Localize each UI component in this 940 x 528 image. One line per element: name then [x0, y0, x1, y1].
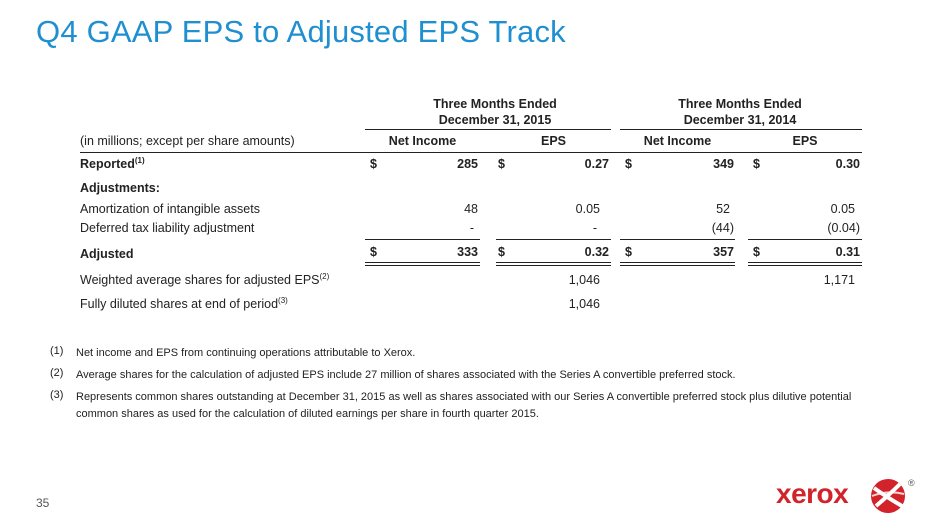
subtotal-rule [365, 239, 480, 240]
total-double-rule [748, 262, 862, 266]
currency-symbol: $ [753, 157, 760, 171]
deferred-tax-eps-2015: - [592, 221, 597, 235]
period-2014-underline [620, 129, 862, 130]
total-double-rule [620, 262, 735, 266]
currency-symbol: $ [625, 157, 632, 171]
col-header-eps-2014: EPS [792, 134, 818, 148]
reported-label: Reported$^{(1)}$ [80, 155, 145, 171]
col-header-eps-2015: EPS [540, 134, 566, 148]
logo-wordmark: xerox [776, 478, 849, 509]
deferred-tax-eps-2014: (0.04) [827, 221, 860, 235]
adjusted-ni-2015: 333 [457, 245, 478, 259]
period-2015-underline [365, 129, 611, 130]
period-2015-header-line2: December 31, 2015 [438, 113, 552, 127]
amortization-eps-2014: 0.05 [830, 202, 855, 216]
total-double-rule [496, 262, 611, 266]
units-label: (in millions; except per share amounts) [80, 134, 295, 148]
diluted-shares-2015: 1,046 [568, 297, 600, 311]
adjustments-label: Adjustments: [80, 181, 160, 195]
currency-symbol: $ [498, 157, 505, 171]
weighted-shares-2015: 1,046 [568, 273, 600, 287]
diluted-shares-label: Fully diluted shares at end of period$^{(3)}$ [80, 295, 288, 311]
weighted-shares-label: Weighted average shares for adjusted EPS$^{(2)}$ [80, 271, 330, 287]
adjusted-eps-2014: 0.31 [835, 245, 860, 259]
amortization-label: Amortization of intangible assets [80, 202, 260, 216]
period-2014-header-line1: Three Months Ended [678, 97, 802, 111]
page-number: 35 [36, 496, 50, 510]
currency-symbol: $ [625, 245, 632, 259]
col-header-net-income-2015: Net Income [388, 134, 457, 148]
deferred-tax-ni-2015: - [469, 221, 474, 235]
col-header-net-income-2014: Net Income [643, 134, 712, 148]
deferred-tax-ni-2014: (44) [711, 221, 734, 235]
footnote-2: (2) Average shares for the calculation of adjusted EPS include 27 million of shares associated with the Series A convertible preferred stock. [50, 367, 736, 381]
currency-symbol: $ [498, 245, 505, 259]
xerox-sphere-icon [868, 476, 908, 516]
weighted-shares-2014: 1,171 [823, 273, 855, 287]
header-rule [80, 152, 862, 153]
page-title: Q4 GAAP EPS to Adjusted EPS Track [36, 14, 566, 49]
amortization-ni-2014: 52 [716, 202, 730, 216]
registered-mark: ® [908, 478, 915, 488]
reported-eps-2014: 0.30 [835, 157, 860, 171]
amortization-ni-2015: 48 [464, 202, 478, 216]
reported-ni-2015: 285 [457, 157, 478, 171]
adjusted-label: Adjusted [80, 247, 134, 261]
adjusted-eps-2015: 0.32 [584, 245, 609, 259]
currency-symbol: $ [370, 245, 377, 259]
reported-eps-2015: 0.27 [584, 157, 609, 171]
footnote-1: (1) Net income and EPS from continuing operations attributable to Xerox. [50, 345, 416, 359]
currency-symbol: $ [370, 157, 377, 171]
deferred-tax-label: Deferred tax liability adjustment [80, 221, 255, 235]
subtotal-rule [496, 239, 611, 240]
period-2015-header-line1: Three Months Ended [433, 97, 557, 111]
amortization-eps-2015: 0.05 [575, 202, 600, 216]
subtotal-rule [748, 239, 862, 240]
reported-ni-2014: 349 [713, 157, 734, 171]
adjusted-ni-2014: 357 [713, 245, 734, 259]
total-double-rule [365, 262, 480, 266]
currency-symbol: $ [753, 245, 760, 259]
period-2014-header-line2: December 31, 2014 [683, 113, 797, 127]
subtotal-rule [620, 239, 735, 240]
footnote-3: (3) Represents common shares outstanding at December 31, 2015 as well as shares associated with our Series A convertible preferred stock plus dilutive potential common shares as used for the calculation of diluted earnings per share in fourth quarter 2015. [50, 389, 852, 420]
